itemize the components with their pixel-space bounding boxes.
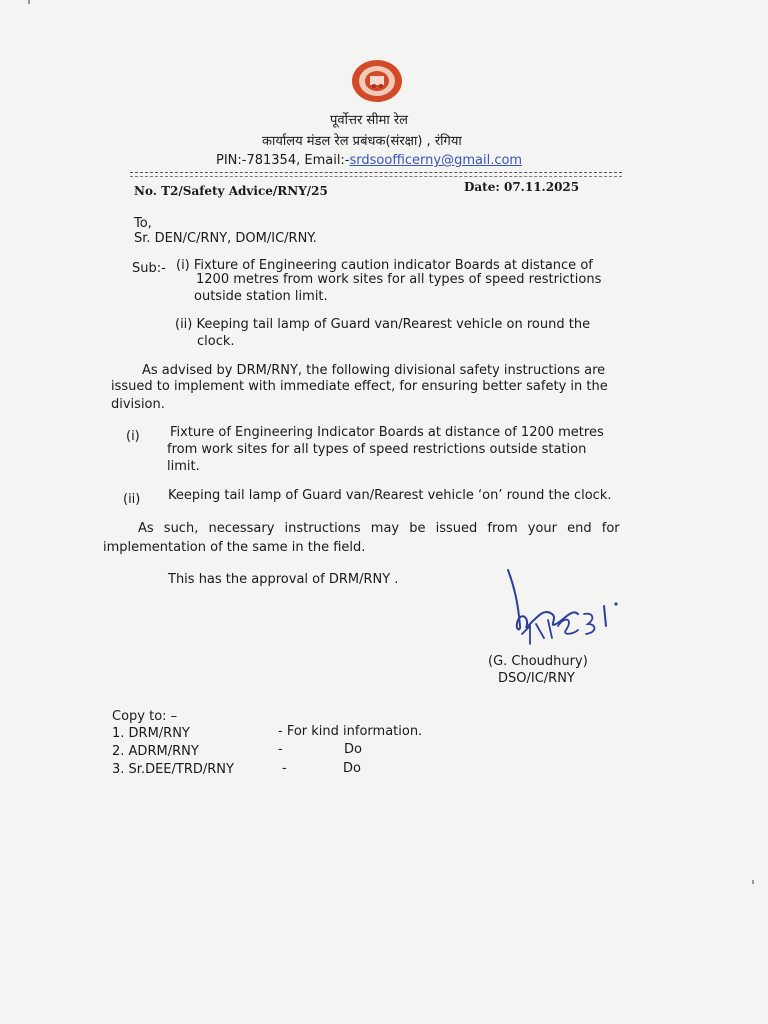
org-name-hindi: पूर्वोत्तर सीमा रेल: [330, 113, 408, 128]
instruction1-line3: limit.: [167, 459, 200, 474]
subject-item2-line2: clock.: [197, 334, 235, 349]
instruction1-line1: Fixture of Engineering Indicator Boards at distance of 1200 metres: [170, 425, 604, 440]
signatory-designation: DSO/IC/RNY: [498, 671, 575, 686]
copy-to-heading: Copy to: –: [112, 709, 178, 724]
copy-item-note: - For kind information.: [278, 724, 423, 739]
para2-line1: As such, necessary instructions may be issued from your end for: [138, 521, 620, 536]
copy-item-name: 2. ADRM/RNY: [112, 744, 199, 759]
para2-line2: implementation of the same in the field.: [103, 540, 366, 555]
email-link[interactable]: srdsoofficerny@gmail.com: [349, 153, 523, 168]
para1-line2: issued to implement with immediate effect, for ensuring better safety in the: [111, 379, 608, 394]
reference-number: No. T2/Safety Advice/RNY/25: [134, 184, 328, 198]
para1-line1: As advised by DRM/RNY, the following divisional safety instructions are: [142, 363, 606, 378]
copy-item-dash: -: [278, 742, 283, 757]
subject-item2-line1: (ii) Keeping tail lamp of Guard van/Rearest vehicle on round the: [175, 317, 591, 332]
copy-item-do: Do: [343, 761, 361, 776]
para1-line3: division.: [111, 397, 165, 412]
instruction1-number: (i): [126, 429, 140, 444]
approval-note: This has the approval of DRM/RNY .: [168, 572, 399, 587]
instruction2-line1: Keeping tail lamp of Guard van/Rearest vehicle ‘on’ round the clock.: [168, 488, 612, 503]
subject-item1-line3: outside station limit.: [194, 289, 328, 304]
scan-mark: [752, 880, 754, 884]
copy-item-name: 1. DRM/RNY: [112, 726, 190, 741]
contact-line: [216, 152, 522, 169]
subject-label: Sub:-: [132, 261, 166, 276]
letter-date: Date: 07.11.2025: [464, 180, 580, 194]
recipients: Sr. DEN/C/RNY, DOM/IC/RNY.: [134, 231, 317, 246]
scan-mark: [28, 0, 30, 4]
handwritten-signature: [500, 568, 630, 650]
header-divider: [130, 172, 622, 173]
subject-item1-line2: 1200 metres from work sites for all types of speed restrictions: [196, 272, 602, 287]
copy-item-dash: -: [282, 761, 287, 776]
subject-item1-line1: (i) Fixture of Engineering caution indicator Boards at distance of: [176, 258, 593, 273]
railway-logo-icon: [350, 58, 404, 104]
pin-and-email-label: PIN:-781354, Email:-: [216, 153, 350, 168]
signatory-name: (G. Choudhury): [488, 654, 588, 669]
instruction2-number: (ii): [123, 492, 141, 507]
header-divider-second: [130, 176, 622, 177]
office-name-hindi: कार्यालय मंडल रेल प्रबंधक(संरक्षा) , रंगिया: [262, 134, 462, 149]
to-label: To,: [134, 216, 152, 231]
copy-item-name: 3. Sr.DEE/TRD/RNY: [112, 762, 234, 777]
copy-item-do: Do: [344, 742, 362, 757]
instruction1-line2: from work sites for all types of speed restrictions outside station: [167, 442, 587, 457]
